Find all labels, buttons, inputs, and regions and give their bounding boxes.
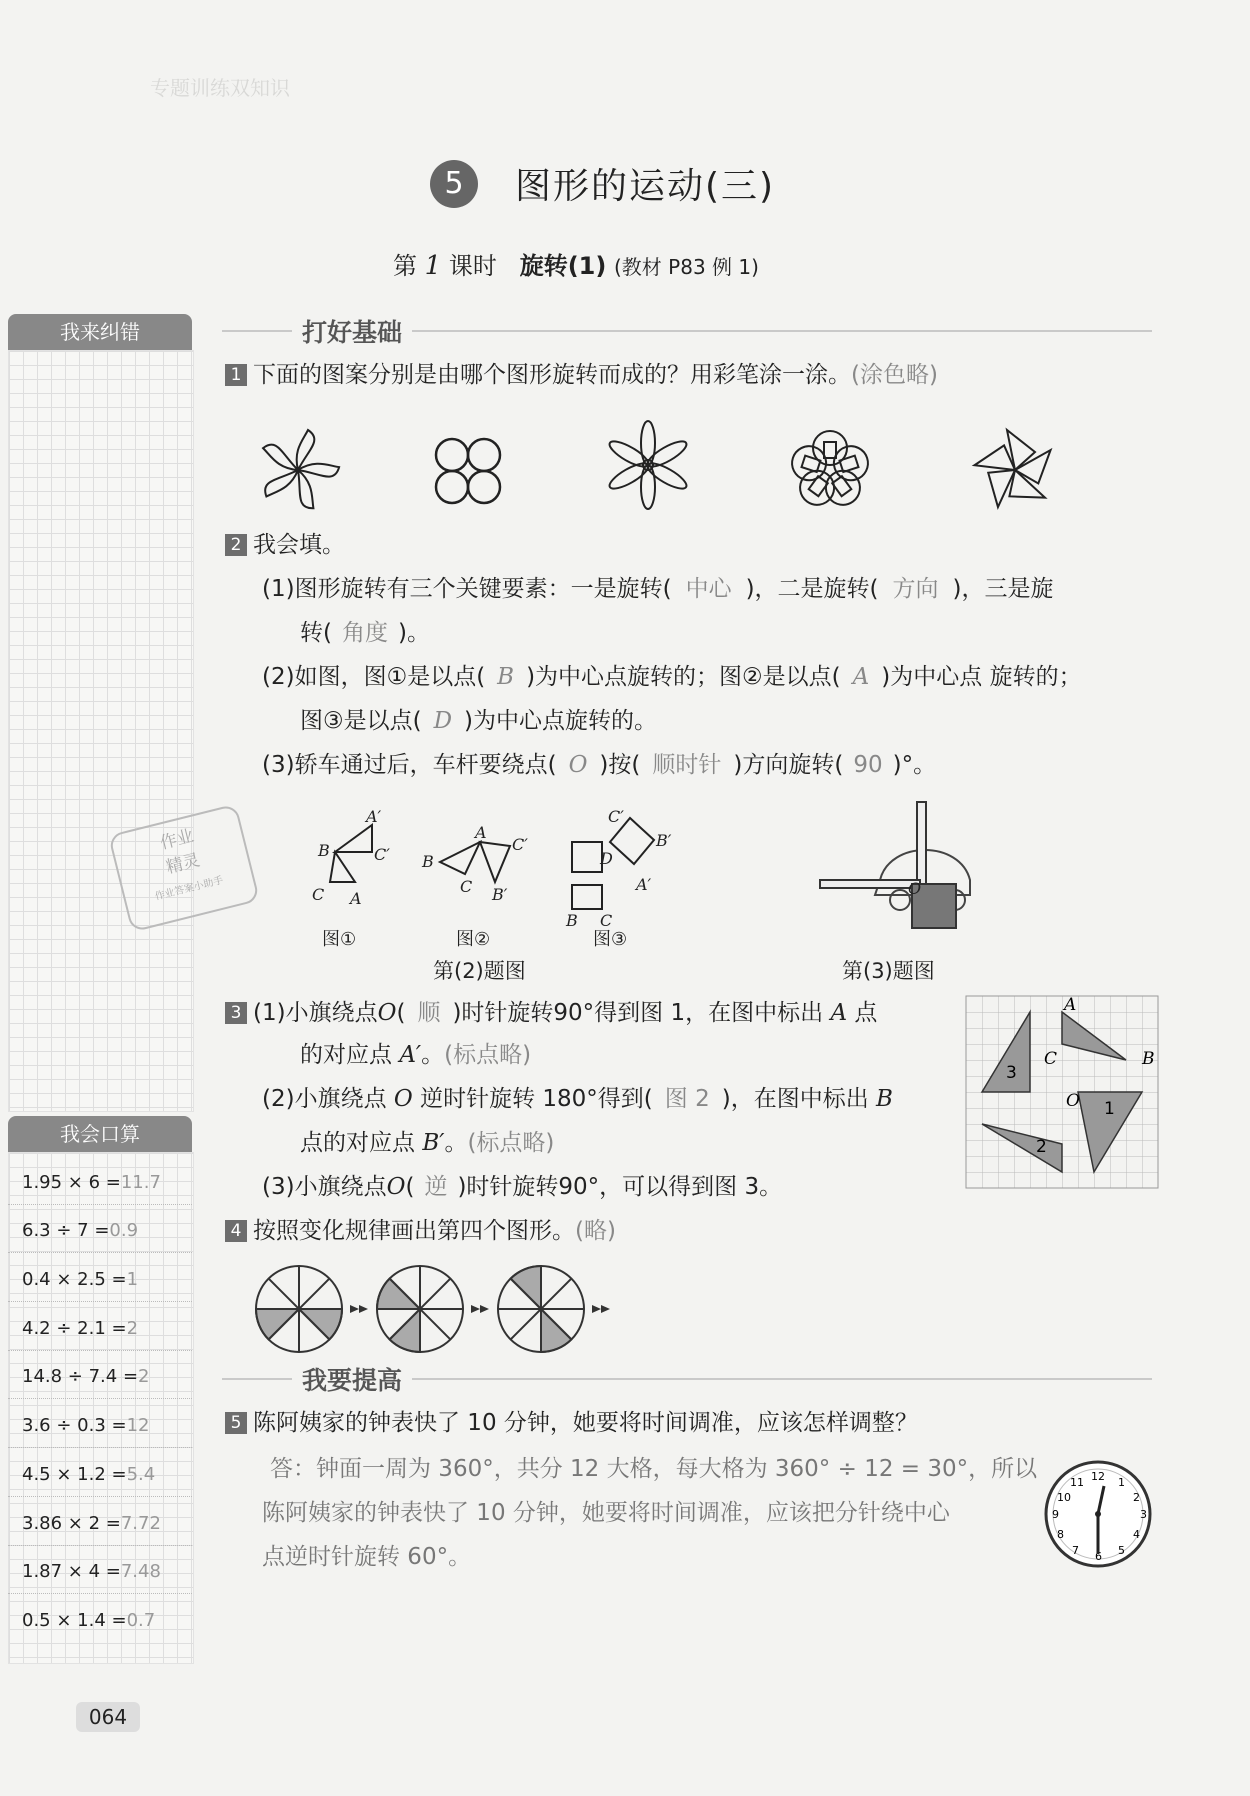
clock-icon bbox=[1042, 1458, 1154, 1570]
arrow-1 bbox=[350, 1305, 368, 1313]
svg-text:A: A bbox=[1064, 995, 1077, 1015]
question-number: 3 bbox=[225, 1002, 247, 1024]
page-number: 064 bbox=[76, 1702, 140, 1732]
svg-text:2: 2 bbox=[1036, 1137, 1047, 1157]
q2-part3: (3)轿车通过后，车杆要绕点( O )按( 顺时针 )方向旋转( 90 )°。 bbox=[262, 752, 937, 778]
figure-3-squares bbox=[572, 818, 654, 909]
svg-text:A′: A′ bbox=[636, 875, 652, 894]
q5-answer-line2: 陈阿姨家的钟表快了 10 分钟，她要将时间调准，应该把分针绕中心 bbox=[262, 1500, 950, 1526]
car-barrier-figure bbox=[820, 800, 990, 940]
question-number: 5 bbox=[225, 1412, 247, 1434]
lesson-ref: (教材 P83 例 1) bbox=[614, 255, 759, 279]
figure-1-triangles bbox=[330, 825, 372, 882]
answer-text: (涂色略) bbox=[851, 362, 938, 388]
section-basic-title: 打好基础 bbox=[292, 313, 412, 349]
figure-2-labels bbox=[421, 823, 528, 904]
svg-text:C: C bbox=[600, 911, 613, 930]
q3-part1-line1: 3 (1)小旗绕点O( 顺 )时针旋转90°得到图 1，在图中标出 A 点 bbox=[225, 998, 877, 1028]
arrow-3 bbox=[592, 1305, 610, 1313]
q5-answer-line1: 答：钟面一周为 360°，共分 12 大格，每大格为 360° ÷ 12 = 30°，所以 bbox=[270, 1456, 1038, 1482]
svg-text:7: 7 bbox=[1072, 1544, 1079, 1557]
figure-2-caption: 图② bbox=[456, 929, 491, 950]
svg-text:5: 5 bbox=[1118, 1544, 1125, 1557]
figure-1-labels bbox=[312, 807, 390, 908]
four-circles-pattern bbox=[436, 439, 500, 503]
q2-3-figure-caption: 第(3)题图 bbox=[842, 959, 935, 983]
svg-text:2: 2 bbox=[1133, 1491, 1140, 1504]
question-number: 2 bbox=[225, 534, 247, 556]
q2-part2-line1: (2)如图，图①是以点( B )为中心点旋转的；图②是以点( A )为中心点 旋转的； bbox=[262, 664, 1082, 690]
svg-text:A: A bbox=[350, 889, 362, 908]
answer-text: (略) bbox=[575, 1218, 616, 1244]
svg-text:B: B bbox=[1142, 1049, 1155, 1069]
q2-2-figure-caption: 第(2)题图 bbox=[433, 959, 526, 983]
svg-text:C′: C′ bbox=[374, 845, 390, 864]
lesson-title bbox=[393, 246, 759, 281]
lesson-number: 1 bbox=[424, 251, 442, 281]
circle-3 bbox=[498, 1266, 584, 1352]
rotation-patterns bbox=[250, 425, 1110, 525]
q3-part2-line1: (2)小旗绕点 O 逆时针旋转 180°得到( 图 2 )，在图中标出 B bbox=[262, 1086, 893, 1112]
correction-grid bbox=[8, 350, 194, 1112]
svg-text:10: 10 bbox=[1057, 1491, 1071, 1504]
calc-item: 3.86 × 2 =7.72 bbox=[22, 1513, 161, 1534]
question-number: 1 bbox=[225, 364, 247, 386]
calc-item: 0.4 × 2.5 =1 bbox=[22, 1269, 139, 1290]
svg-text:C: C bbox=[460, 877, 473, 896]
svg-text:A′: A′ bbox=[366, 807, 382, 826]
svg-text:1: 1 bbox=[1118, 1476, 1125, 1489]
q2-part2-line2: 图③是以点( D )为中心点旋转的。 bbox=[300, 708, 658, 734]
figure-3-caption: 图③ bbox=[593, 929, 628, 950]
section-improve-title: 我要提高 bbox=[292, 1361, 412, 1397]
question-4: 4 按照变化规律画出第四个图形。(略) bbox=[225, 1216, 616, 1246]
lesson-prefix: 第 bbox=[393, 252, 417, 280]
flag-rotation-grid bbox=[966, 996, 1158, 1188]
figure-1-caption: 图① bbox=[322, 929, 357, 950]
svg-text:C′: C′ bbox=[608, 807, 624, 826]
calc-item: 4.2 ÷ 2.1 =2 bbox=[22, 1318, 139, 1339]
svg-text:B: B bbox=[422, 852, 434, 871]
arrow-2 bbox=[471, 1305, 489, 1313]
calc-item: 6.3 ÷ 7 =0.9 bbox=[22, 1220, 139, 1241]
q2-part1-line2: 转( 角度 )。 bbox=[300, 620, 430, 646]
svg-text:O: O bbox=[908, 879, 922, 898]
question-1: 1 下面的图案分别是由哪个图形旋转而成的？用彩笔涂一涂。(涂色略) bbox=[225, 360, 938, 390]
svg-text:D: D bbox=[600, 849, 613, 868]
homework-stamp: 作业 精灵 作业答案小助手 bbox=[108, 804, 260, 933]
question-number: 4 bbox=[225, 1220, 247, 1242]
six-petal-flower-pattern bbox=[606, 421, 689, 509]
figure-3-labels bbox=[565, 807, 672, 930]
question-5: 5 陈阿姨家的钟表快了 10 分钟，她要将时间调准，应该怎样调整？ bbox=[225, 1408, 918, 1438]
calc-item: 14.8 ÷ 7.4 =2 bbox=[22, 1366, 150, 1387]
q3-part2-line2: 点的对应点 B′。(标点略) bbox=[300, 1130, 555, 1156]
circle-sequence bbox=[255, 1265, 615, 1355]
q5-answer-line3: 点逆时针旋转 60°。 bbox=[262, 1544, 472, 1570]
calc-item: 4.5 × 1.2 =5.4 bbox=[22, 1464, 156, 1485]
star-pinwheel-pattern bbox=[974, 430, 1059, 514]
svg-text:12: 12 bbox=[1091, 1470, 1105, 1483]
svg-text:C: C bbox=[1044, 1049, 1058, 1069]
running-title: 专题训练双知识 bbox=[150, 76, 290, 100]
calc-item: 1.95 × 6 =11.7 bbox=[22, 1172, 161, 1193]
circle-1 bbox=[256, 1266, 342, 1352]
svg-text:B′: B′ bbox=[492, 885, 508, 904]
svg-text:8: 8 bbox=[1057, 1528, 1064, 1541]
svg-text:11: 11 bbox=[1070, 1476, 1084, 1489]
svg-text:3: 3 bbox=[1140, 1508, 1147, 1521]
hand-flower-pattern bbox=[788, 431, 873, 512]
q2-figures bbox=[300, 800, 680, 930]
svg-text:O: O bbox=[1066, 1091, 1080, 1111]
pinwheel-petal-pattern bbox=[260, 430, 342, 512]
circle-2 bbox=[377, 1266, 463, 1352]
chapter-title: 图形的运动(三) bbox=[515, 166, 776, 207]
figure-2-triangles bbox=[440, 842, 510, 882]
calc-item: 1.87 × 4 =7.48 bbox=[22, 1561, 161, 1582]
q2-part1-line1: (1)图形旋转有三个关键要素：一是旋转( 中心 )，二是旋转( 方向 )，三是旋 bbox=[262, 576, 1054, 602]
q3-part1-line2: 的对应点 A′。(标点略) bbox=[300, 1042, 532, 1068]
svg-text:C′: C′ bbox=[512, 835, 528, 854]
question-2: 2 我会填。 bbox=[225, 530, 345, 560]
lesson-unit: 课时 bbox=[448, 252, 497, 280]
q3-part3: (3)小旗绕点O( 逆 )时针旋转90°，可以得到图 3。 bbox=[262, 1174, 783, 1200]
svg-text:3: 3 bbox=[1006, 1063, 1017, 1083]
svg-text:C: C bbox=[312, 885, 325, 904]
svg-text:1: 1 bbox=[1104, 1099, 1115, 1119]
chapter-number-badge: 5 bbox=[430, 160, 478, 208]
correction-header: 我来纠错 bbox=[8, 314, 192, 350]
svg-text:4: 4 bbox=[1133, 1528, 1140, 1541]
svg-text:B: B bbox=[318, 841, 330, 860]
mental-math-header: 我会口算 bbox=[8, 1116, 192, 1152]
calc-item: 0.5 × 1.4 =0.7 bbox=[22, 1610, 156, 1631]
calc-item: 3.6 ÷ 0.3 =12 bbox=[22, 1415, 150, 1436]
svg-text:9: 9 bbox=[1052, 1508, 1059, 1521]
svg-text:A: A bbox=[475, 823, 487, 842]
svg-text:6: 6 bbox=[1095, 1550, 1102, 1563]
barrier-pole-horizontal bbox=[820, 880, 920, 888]
lesson-topic: 旋转(1) bbox=[519, 252, 607, 280]
svg-text:B: B bbox=[566, 911, 578, 930]
svg-text:B′: B′ bbox=[656, 831, 672, 850]
